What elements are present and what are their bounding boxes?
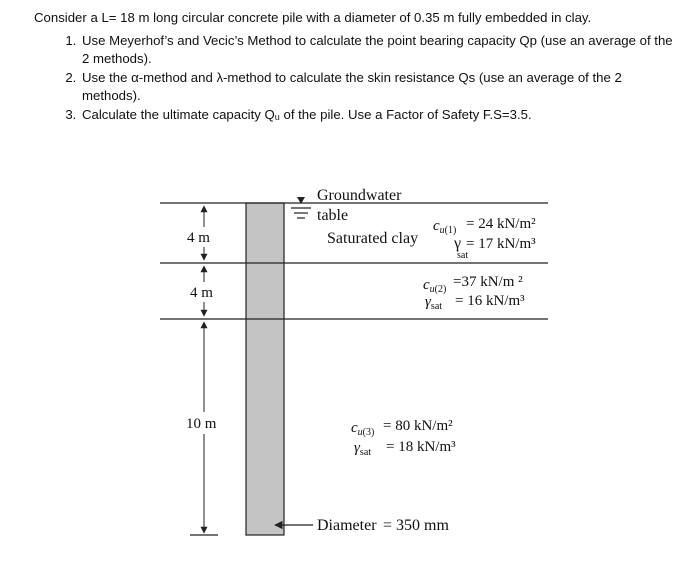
task-item-3: 3. Calculate the ultimate capacity Qᵤ of the pile. Use a Factor of Safety F.S=3.5. xyxy=(80,106,674,124)
layer1-cu-value: = 24 kN/m² xyxy=(466,216,536,232)
dimension-label-2: 4 m xyxy=(190,285,213,301)
dimension-label-1: 4 m xyxy=(187,230,210,246)
pile xyxy=(246,203,284,535)
soil-label: Saturated clay xyxy=(327,230,419,247)
layer3-cu-value: = 80 kN/m² xyxy=(383,418,453,434)
task-item-1: 1. Use Meyerhof’s and Vecic’s Method to calculate the point bearing capacity Qp (use an average of the 2 methods). xyxy=(80,32,674,68)
task-item-2: 2. Use the α-method and λ-method to calculate the skin resistance Qs (use an average of the 2 methods). xyxy=(80,69,674,105)
groundwater-label-line2: table xyxy=(317,207,349,224)
layer2-cu-symbol: $c_u(2)$ xyxy=(423,277,447,295)
dimension-label-3: 10 m xyxy=(186,416,217,432)
layer1-cu-symbol: $c_u(1)$ xyxy=(433,218,457,236)
problem-intro: Consider a L= 18 m long circular concrete pile with a diameter of 0.35 m fully embedded in clay. xyxy=(34,10,592,25)
layer2-cu-value: =37 kN/m ² xyxy=(453,274,523,290)
layer2-gamma-value: = 16 kN/m³ xyxy=(455,293,525,309)
layer1-gamma-symbol: γ xyxy=(454,235,462,252)
layer1-gamma-value: = 17 kN/m³ xyxy=(466,236,536,252)
layer1-gamma-subscript: sat xyxy=(457,250,469,261)
diameter-value: = 350 mm xyxy=(383,517,449,534)
groundwater-label: Groundwater xyxy=(317,187,402,204)
layer3-gamma-symbol: $\gamma_{sat}$ xyxy=(354,440,372,458)
layer3-gamma-value: = 18 kN/m³ xyxy=(386,439,456,455)
layer2-gamma-symbol: $\gamma_{sat}$ xyxy=(425,294,443,312)
groundwater-table-icon xyxy=(291,197,311,218)
diameter-label: Diameter xyxy=(317,517,377,534)
layer3-cu-symbol: $c_u(3)$ xyxy=(351,420,375,438)
